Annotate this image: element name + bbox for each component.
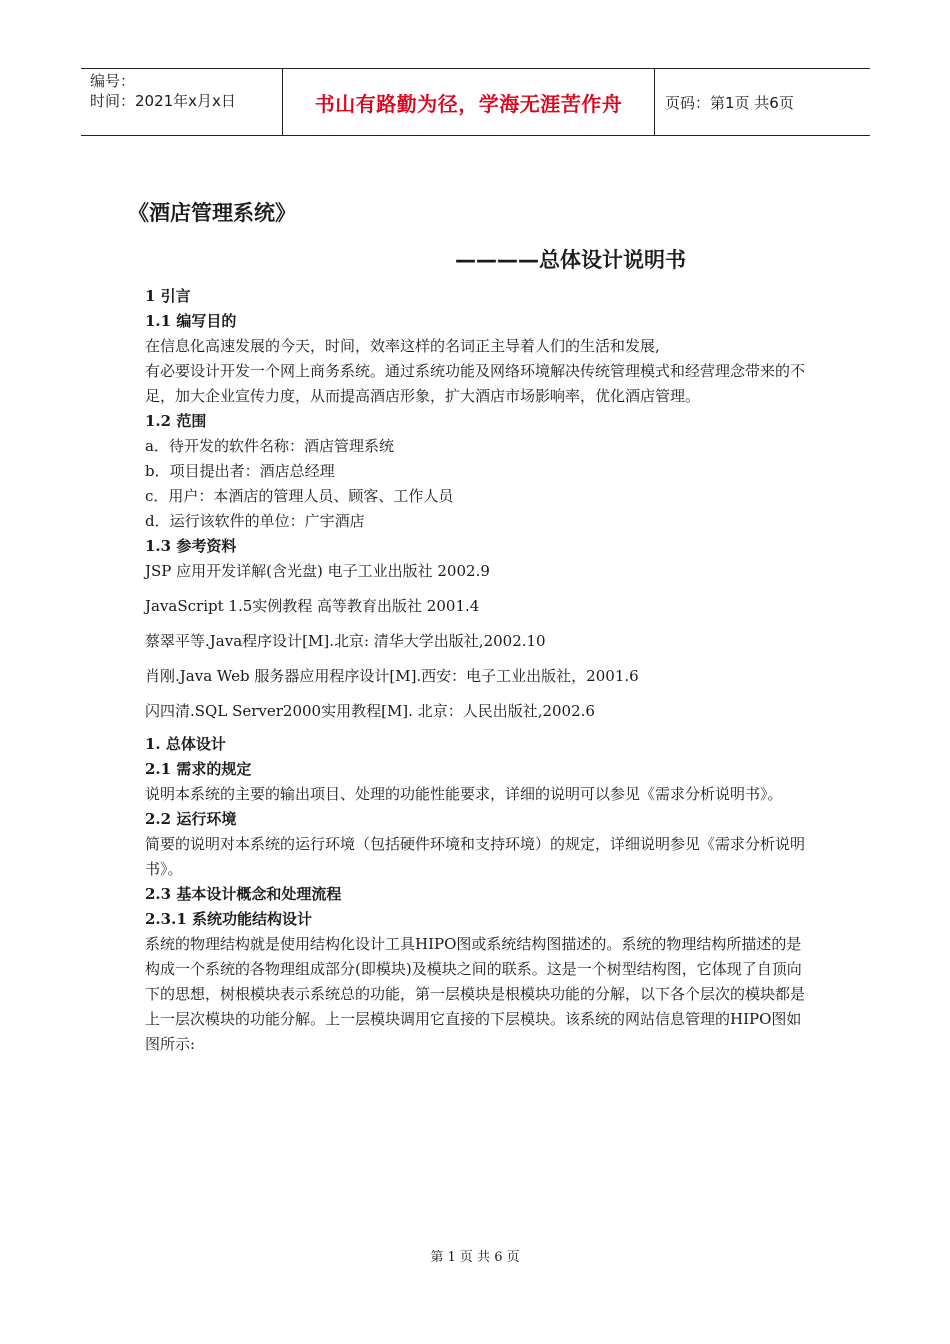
section-heading: 1 引言	[145, 287, 191, 305]
document-title: 《酒店管理系统》	[128, 201, 296, 225]
reference-item: JSP 应用开发详解(含光盘) 电子工业出版社 2002.9	[145, 562, 490, 580]
section-heading: 1.2 范围	[145, 412, 207, 430]
paragraph: 系统的物理结构就是使用结构化设计工具HIPO图或系统结构图描述的。系统的物理结构所描述的是构成一个系统的各物理组成部分(即模块)及模块之间的联系。这是一个树型结构图，它体现了自顶向下的思想，树根模块表示系统总的功能，第一层模块是根模块功能的分解，以下各个层次的模块都是上一层次模块的功能分解。上一层模块调用它直接的下层模块。该系统的网站信息管理的HIPO图如图所示:	[145, 935, 806, 1053]
number-label: 编号：	[90, 72, 136, 90]
header-page-cell	[655, 69, 870, 135]
scope-item: a．待开发的软件名称：酒店管理系统	[145, 437, 394, 455]
section-heading: 2.2 运行环境	[145, 810, 237, 828]
reference-item: JavaScript 1.5实例教程 高等教育出版社 2001.4	[145, 597, 480, 615]
section-heading: 2.3 基本设计概念和处理流程	[145, 885, 342, 903]
paragraph: 有必要设计开发一个网上商务系统。通过系统功能及网络环境解决传统管理模式和经营理念带来的不足，加大企业宣传力度，从而提高酒店形象，扩大酒店市场影响率，优化酒店管理。	[145, 362, 806, 405]
section-heading: 1. 总体设计	[145, 735, 226, 753]
paragraph: 在信息化高速发展的今天，时间，效率这样的名词正主导着人们的生活和发展,	[145, 337, 660, 355]
document-subtitle: ————总体设计说明书	[455, 248, 686, 272]
section-heading: 2.1 需求的规定	[145, 760, 252, 778]
section-heading: 2.3.1 系统功能结构设计	[145, 910, 312, 928]
scope-item: d．运行该软件的单位：广宇酒店	[145, 512, 365, 530]
time-label: 时间：2021年x月x日	[90, 92, 236, 110]
page-footer: 第 1 页 共 6 页	[430, 1250, 520, 1265]
header-table	[81, 68, 870, 136]
scope-item: b．项目提出者：酒店总经理	[145, 462, 335, 480]
section-heading: 1.3 参考资料	[145, 537, 237, 555]
paragraph: 说明本系统的主要的输出项目、处理的功能性能要求，详细的说明可以参见《需求分析说明书》。	[145, 785, 783, 803]
scope-item: c．用户：本酒店的管理人员、顾客、工作人员	[145, 487, 454, 505]
reference-item: 蔡翠平等.Java程序设计[M].北京: 清华大学出版社,2002.10	[145, 632, 546, 650]
motto: 书山有路勤为径，学海无涯苦作舟	[314, 91, 623, 116]
document-body	[145, 284, 810, 1057]
page-info: 页码：第1页 共6页	[665, 93, 794, 112]
header-meta-cell	[81, 69, 282, 135]
reference-item: 肖刚.Java Web 服务器应用程序设计[M].西安：电子工业出版社，2001.6	[145, 667, 639, 685]
reference-item: 闪四清.SQL Server2000实用教程[M]. 北京：人民出版社,2002.6	[145, 702, 595, 720]
paragraph: 简要的说明对本系统的运行环境（包括硬件环境和支持环境）的规定，详细说明参见《需求分析说明书》。	[145, 835, 806, 878]
section-heading: 1.1 编写目的	[145, 312, 237, 330]
header-motto-cell	[282, 69, 655, 135]
